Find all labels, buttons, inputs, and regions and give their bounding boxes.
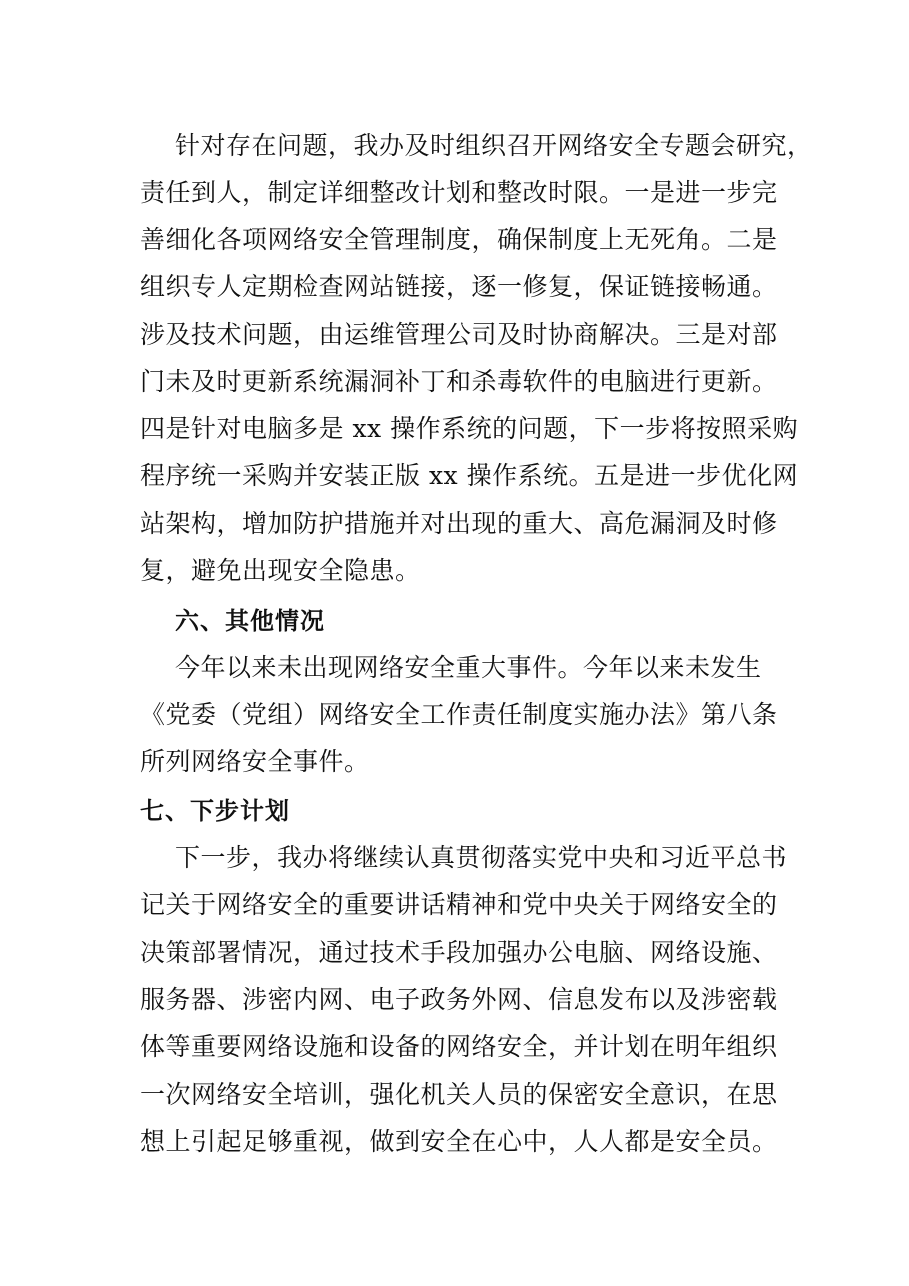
section-heading-next-plan: 七、下步计划 (140, 797, 290, 825)
paragraph-3-line-3: 决策部署情况，通过技术手段加强办公电脑、网络设施、 (140, 938, 778, 967)
paragraph-3-line-1: 下一步，我办将继续认真贯彻落实党中央和习近平总书 (175, 843, 788, 872)
paragraph-1-line-3: 善细化各项网络安全管理制度，确保制度上无死角。二是 (140, 225, 778, 254)
paragraph-1-line-7: 四是针对电脑多是 xx 操作系统的问题，下一步将按照采购 (140, 414, 799, 443)
section-heading-other-situations: 六、其他情况 (175, 607, 325, 635)
paragraph-3-line-4: 服务器、涉密内网、电子政务外网、信息发布以及涉密载 (140, 985, 778, 1014)
paragraph-2-line-3: 所列网络安全事件。 (140, 747, 370, 776)
paragraph-1-line-10: 复，避免出现安全隐患。 (140, 556, 421, 585)
paragraph-2-line-2: 《党委（党组）网络安全工作责任制度实施办法》第八条 (140, 700, 778, 729)
paragraph-1-line-4: 组织专人定期检查网站链接，逐一修复，保证链接畅通。 (140, 272, 778, 301)
paragraph-3-line-7: 想上引起足够重视，做到安全在心中，人人都是安全员。 (140, 1127, 778, 1156)
paragraph-1-line-6: 门未及时更新系统漏洞补丁和杀毒软件的电脑进行更新。 (140, 367, 778, 396)
paragraph-1-line-5: 涉及技术问题，由运维管理公司及时协商解决。三是对部 (140, 320, 778, 349)
paragraph-3-line-5: 体等重要网络设施和设备的网络安全，并计划在明年组织 (140, 1032, 778, 1061)
paragraph-1-line-2: 责任到人，制定详细整改计划和整改时限。一是进一步完 (140, 178, 778, 207)
paragraph-3-line-6: 一次网络安全培训，强化机关人员的保密安全意识，在思 (140, 1080, 778, 1109)
paragraph-1-line-9: 站架构，增加防护措施并对出现的重大、高危漏洞及时修 (140, 509, 778, 538)
paragraph-1-line-8: 程序统一采购并安装正版 xx 操作系统。五是进一步优化网 (140, 461, 799, 490)
paragraph-1-line-1: 针对存在问题，我办及时组织召开网络安全专题会研究， (175, 131, 813, 160)
paragraph-2-line-1: 今年以来未出现网络安全重大事件。今年以来未发生 (175, 653, 762, 682)
paragraph-3-line-2: 记关于网络安全的重要讲话精神和党中央关于网络安全的 (140, 890, 778, 919)
